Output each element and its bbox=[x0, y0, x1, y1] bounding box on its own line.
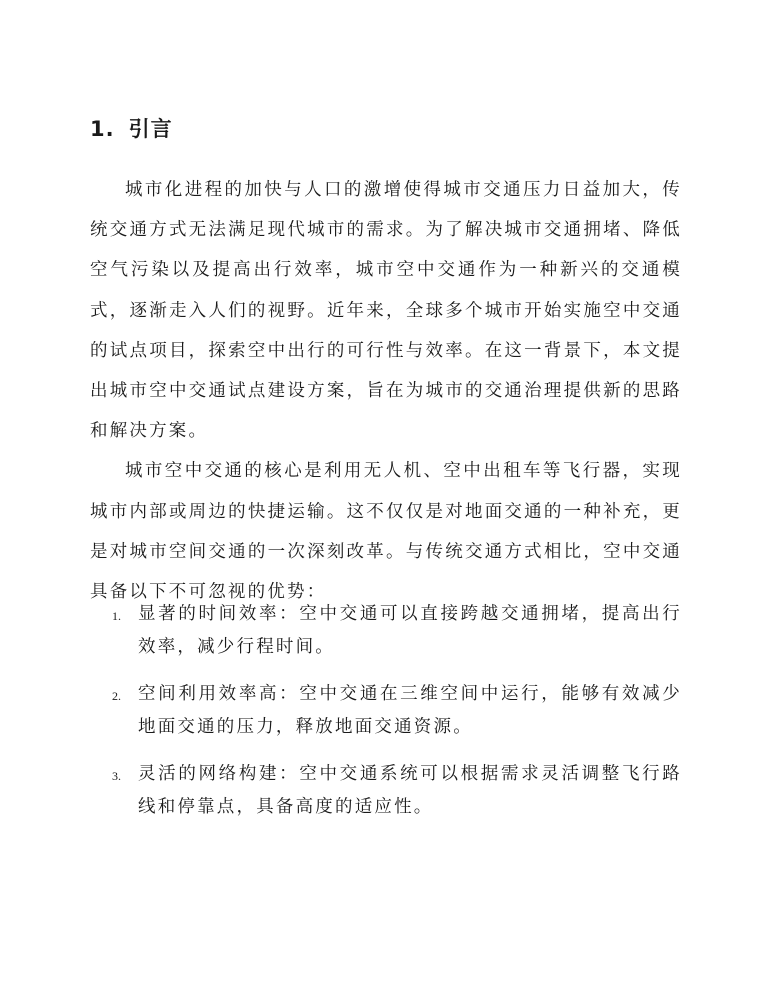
section-heading bbox=[90, 113, 173, 143]
body-text bbox=[90, 170, 682, 612]
section-title: 引言 bbox=[128, 117, 173, 141]
list-item bbox=[112, 678, 682, 743]
list-item bbox=[112, 598, 682, 663]
list-marker: 3. bbox=[112, 769, 121, 783]
list-marker: 1. bbox=[112, 609, 121, 623]
list-item-text: 空间利用效率高：空中交通在三维空间中运行，能够有效减少地面交通的压力，释放地面交通资源。 bbox=[138, 684, 682, 737]
section-number: 1. bbox=[90, 117, 115, 141]
advantages-list bbox=[112, 598, 682, 838]
list-item-text: 灵活的网络构建：空中交通系统可以根据需求灵活调整飞行路线和停靠点，具备高度的适应性。 bbox=[138, 764, 682, 817]
list-marker: 2. bbox=[112, 689, 121, 703]
list-item-text: 显著的时间效率：空中交通可以直接跨越交通拥堵，提高出行效率，减少行程时间。 bbox=[138, 604, 682, 657]
list-item bbox=[112, 758, 682, 823]
paragraph-intro: 城市化进程的加快与人口的激增使得城市交通压力日益加大，传统交通方式无法满足现代城市的需求。为了解决城市交通拥堵、降低空气污染以及提高出行效率，城市空中交通作为一种新兴的交通模式，逐渐走入人们的视野。近年来，全球多个城市开始实施空中交通的试点项目，探索空中出行的可行性与效率。在这一背景下，本文提出城市空中交通试点建设方案，旨在为城市的交通治理提供新的思路和解决方案。 bbox=[90, 180, 682, 442]
paragraph-core: 城市空中交通的核心是利用无人机、空中出租车等飞行器，实现城市内部或周边的快捷运输。这不仅仅是对地面交通的一种补充，更是对城市空间交通的一次深刻改革。与传统交通方式相比，空中交通具备以下不可忽视的优势： bbox=[90, 461, 682, 603]
